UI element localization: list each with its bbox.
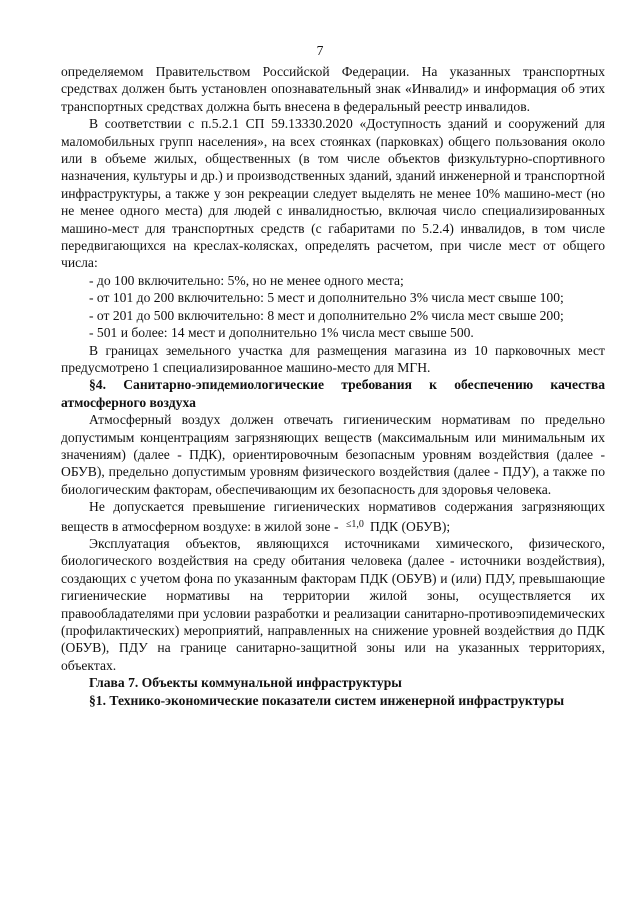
page-number: 7 xyxy=(316,43,324,58)
list-item-201-500: - от 201 до 500 включительно: 8 мест и дополнительно 2% числа мест свыше 200; xyxy=(89,307,564,323)
document-body xyxy=(61,63,605,709)
limit-unit: ПДК (ОБУВ); xyxy=(369,518,451,534)
section-heading-air-quality: §4. Санитарно-эпидемиологические требования к обеспечению качества атмосферного воздуха xyxy=(61,377,605,410)
paragraph-air-standards: Атмосферный воздух должен отвечать гигиеническим нормативам по предельно допустимым концентрациям загрязняющих веществ (максимальным или минимальным их значениям) (далее - ПДК), ориентировочным безопасным уровням воздействия (далее - ОБУВ), предельно допустимым уровням физического воздействия (далее - ПДУ), а также по биологическим факторам, обеспечивающим их безопасность для здоровья человека. xyxy=(61,412,605,497)
limit-value: ≤1,0 xyxy=(345,518,364,530)
paragraph-exploitation: Эксплуатация объектов, являющихся источниками химического, физического, биологического воздействия на среду обитания человека (далее - источники воздействия), создающих с учетом фона по указанным факторам ПДК (ОБУВ) и (или) ПДУ, превышающие гигиенические нормативы на территории жилой зоны, осуществляется их правообладателями при условии разработки и реализации санитарно-противоэпидемических (профилактических) мероприятий, направленных на снижение уровней воздействия до ПДК (ОБУВ), ПДУ на границе санитарно-защитной зоны или на указанных территориях, объектах. xyxy=(61,535,605,673)
limit-text: Не допускается превышение гигиенических нормативов содержания загрязняющих веществ в атмосферном воздухе: в жилой зоне - xyxy=(61,499,605,534)
paragraph-parking-requirements: В соответствии с п.5.2.1 СП 59.13330.2020 «Доступность зданий и сооружений для маломобильных групп населения», на всех стоянках (парковках) общего пользования около или в объеме жилых, общественных (в том числе объектов физкультурно-спортивного назначения, культуры и др.) и производственных зданий, зданий инженерной и транспортной инфраструктуры, а также у зон рекреации следует выделять не менее 10% машино-мест (но не менее одного места) для людей с инвалидностью, включая число специализированных машино-мест для транспортных средств (с габаритами по 5.2.4) инвалидов, в том числе передвигающихся на креслах-колясках, определять расчетом, при числе мест от общего числа: xyxy=(61,116,605,271)
paragraph-residential-zone-limit xyxy=(61,498,605,535)
list-item-501-plus: - 501 и более: 14 мест и дополнительно 1% числа мест свыше 500. xyxy=(89,325,474,341)
paragraph-vehicle-registry: определяемом Правительством Российской Федерации. На указанных транспортных средствах должен быть установлен опознавательный знак «Инвалид» и информация об этих транспортных средствах должна быть внесена в федеральный реестр инвалидов. xyxy=(61,64,605,114)
paragraph-store-parking: В границах земельного участка для размещения магазина из 10 парковочных мест предусмотрено 1 специализированное машино-место для МГН. xyxy=(61,342,605,375)
section-heading-engineering: §1. Технико-экономические показатели систем инженерной инфраструктуры xyxy=(89,692,565,708)
list-item-up-to-100: - до 100 включительно: 5%, но не менее одного места; xyxy=(89,272,404,288)
chapter-heading: Глава 7. Объекты коммунальной инфраструктуры xyxy=(89,675,402,691)
list-item-101-200: - от 101 до 200 включительно: 5 мест и дополнительно 3% числа мест свыше 100; xyxy=(89,290,564,306)
